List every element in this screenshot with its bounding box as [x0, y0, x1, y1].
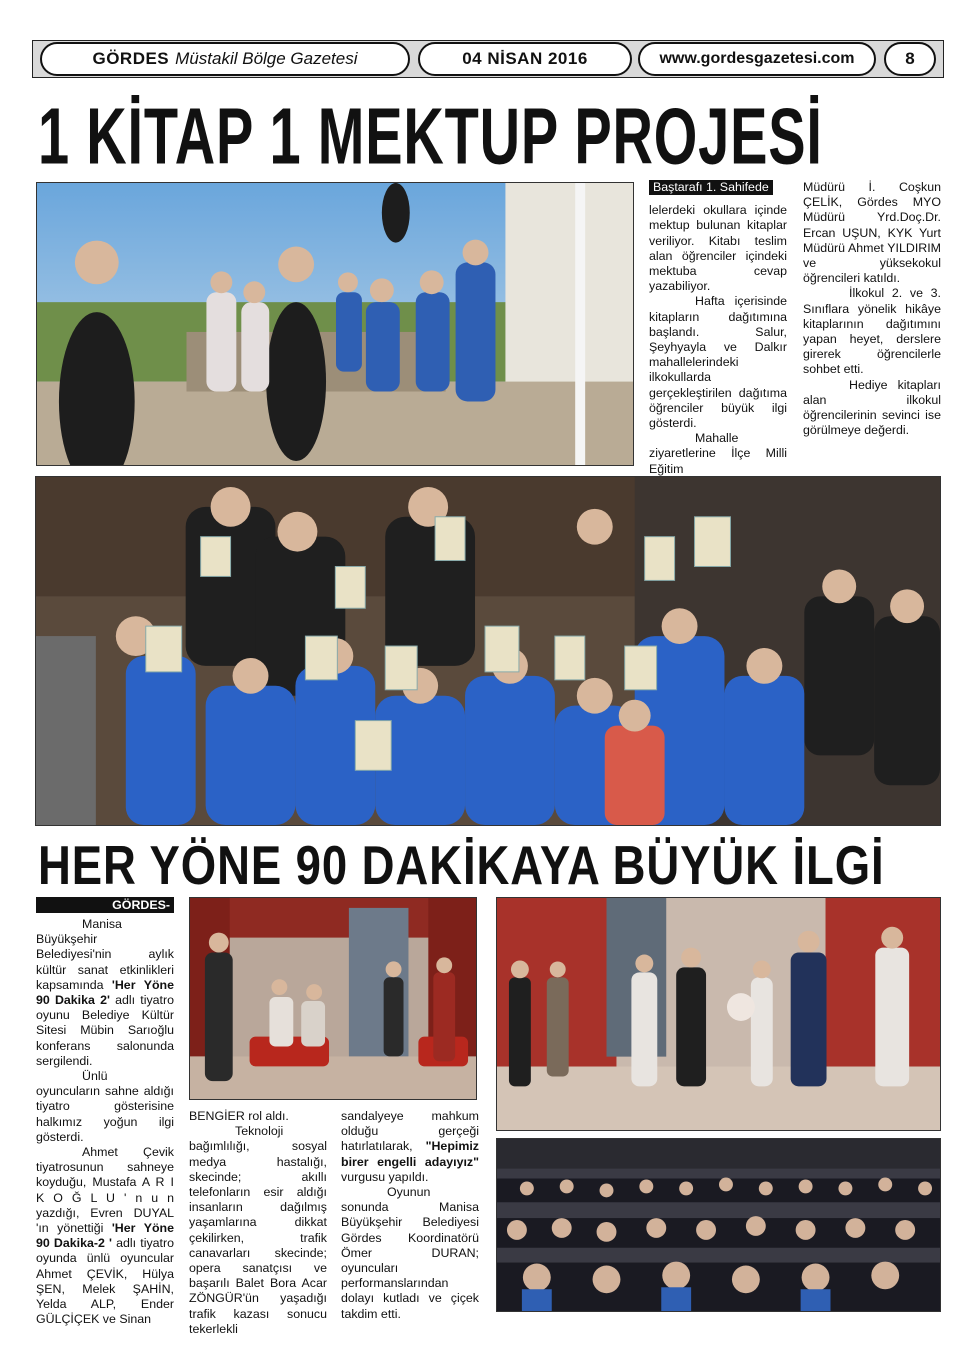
- article2-text: vurgusu yapıldı.: [341, 1169, 429, 1184]
- paper-name-pill: [40, 42, 410, 76]
- article1-paragraph: Mahalle ziyaretlerine İlçe Milli Eğitim: [649, 431, 787, 476]
- article2-photo-stage-play: [189, 897, 477, 1100]
- article1-photo-book-distribution: [36, 182, 634, 466]
- article2-column-1: [36, 917, 174, 1327]
- article2-paragraph: [36, 1145, 174, 1327]
- article2-text: Ahmet Çevik tiyatrosunun sahneye koyduğu, Mustafa A R I K O Ğ L U ' n u n yazdığı, Evren DUYAL 'ın yönettiği: [36, 1145, 174, 1236]
- website-link[interactable]: www.gordesgazetesi.com: [638, 42, 876, 76]
- article2-paragraph: [341, 1109, 479, 1185]
- article1-column-1: [649, 180, 787, 477]
- article1-column-2: [803, 180, 941, 438]
- article1-paragraph: Hafta içerisinde kitapların dağıtımına başlandı. Salur, Şeyhyayla ve Dalkır mahallelerindeki ilkokullarda gerçekleştirilen dağıtıma öğrenciler büyük ilgi gösterdi.: [649, 294, 787, 431]
- article2-column-2: [189, 1109, 327, 1337]
- article1-paragraph: Hediye kitapları alan ilkokul öğrencilerinin sevinci ise görülmeye değerdi.: [803, 377, 941, 438]
- article2-paragraph: Teknoloji bağımlılığı, sosyal medya hastalığı, skecinde; akıllı telefonların esir aldığı insanların dağılmış yaşamlarına dikkat çekilirken, trafik canavarları skecinde; opera sanatçısı ve başarılı Balet Bora Acar ZÖNGÜR'ün yaşadığı trafik kazası sonucu tekerlekli: [189, 1124, 327, 1336]
- article1-paragraph: Müdürü İ. Coşkun ÇELİK, Gördes MYO Müdürü Yrd.Doç.Dr. Ercan UŞUN, KYK Yurt Müdürü Ahmet YILDIRIM ve yüksekokul öğrencileri katıldı.: [803, 180, 941, 286]
- dateline-tag: GÖRDES-: [36, 897, 174, 913]
- page-number: 8: [884, 42, 936, 76]
- article2-paragraph: Oyunun sonunda Manisa Büyükşehir Belediyesi Gördes Koordinatörü Ömer DURAN; oyuncuları performanslarından dolayı kutladı ve çiçek takdim etti.: [341, 1185, 479, 1321]
- article1-paragraph: İlkokul 2. ve 3. Sınıflara yönelik hikâye kitaplarının dağıtımını yapan heyet, derslere girerek öğrencilerle sohbet etti.: [803, 286, 941, 377]
- article2-photo-curtain-call: [496, 897, 941, 1131]
- article1-photo-students-with-books: [35, 476, 941, 826]
- paper-subtitle: Müstakil Bölge Gazetesi: [175, 49, 358, 68]
- article2-text: adlı tiyatro oyunu Belediye Kültür Sitesi Mübin Sarıoğlu konferans salonunda sergilendi.: [36, 993, 174, 1068]
- article2-paragraph: BENGİER rol aldı.: [189, 1109, 289, 1123]
- article2-text: adlı tiyatro oyunda ünlü oyuncular Ahmet ÇEVİK, Hülya ŞEN, Melek ŞAHİN, Yelda ALP, Ender GÜLÇİÇEK ve Sinan: [36, 1236, 174, 1327]
- article1-headline: 1 KİTAP 1 MEKTUP PROJESİ: [38, 91, 823, 181]
- quote-bold: "Hepimiz birer engelli adayıyız": [341, 1139, 479, 1169]
- article2-column-3: [341, 1109, 479, 1322]
- article2-text: sandalyeye mahkum olduğu gerçeği hatırlatılarak,: [341, 1109, 479, 1154]
- article2-paragraph: Ünlü oyuncuların sahne aldığı tiyatro gösterisine halkımız yoğun ilgi gösterdi.: [36, 1069, 174, 1144]
- article2-photo-audience: [496, 1138, 941, 1312]
- article2-text: Manisa Büyükşehir Belediyesi'nin aylık kültür sanat etkinlikleri kapsamında: [36, 917, 174, 992]
- article2-headline: HER YÖNE 90 DAKİKAYA BÜYÜK İLGİ: [38, 834, 885, 897]
- play-title-bold: 'Her Yöne 90 Dakika 2': [36, 977, 174, 1008]
- issue-date: 04 NİSAN 2016: [418, 42, 632, 76]
- play-title-bold: 'Her Yöne 90 Dakika-2 ': [36, 1221, 174, 1251]
- continued-from-tag: Baştarafı 1. Sahifede: [649, 180, 773, 195]
- article1-paragraph: lelerdeki okullara içinde mektup bulunan kitaplar veriliyor. Kitabı teslim alan öğrenciler içindeki mektuba cevap yazabiliyor.: [649, 203, 787, 294]
- article2-paragraph: [36, 917, 174, 1069]
- paper-name: GÖRDES: [92, 49, 170, 68]
